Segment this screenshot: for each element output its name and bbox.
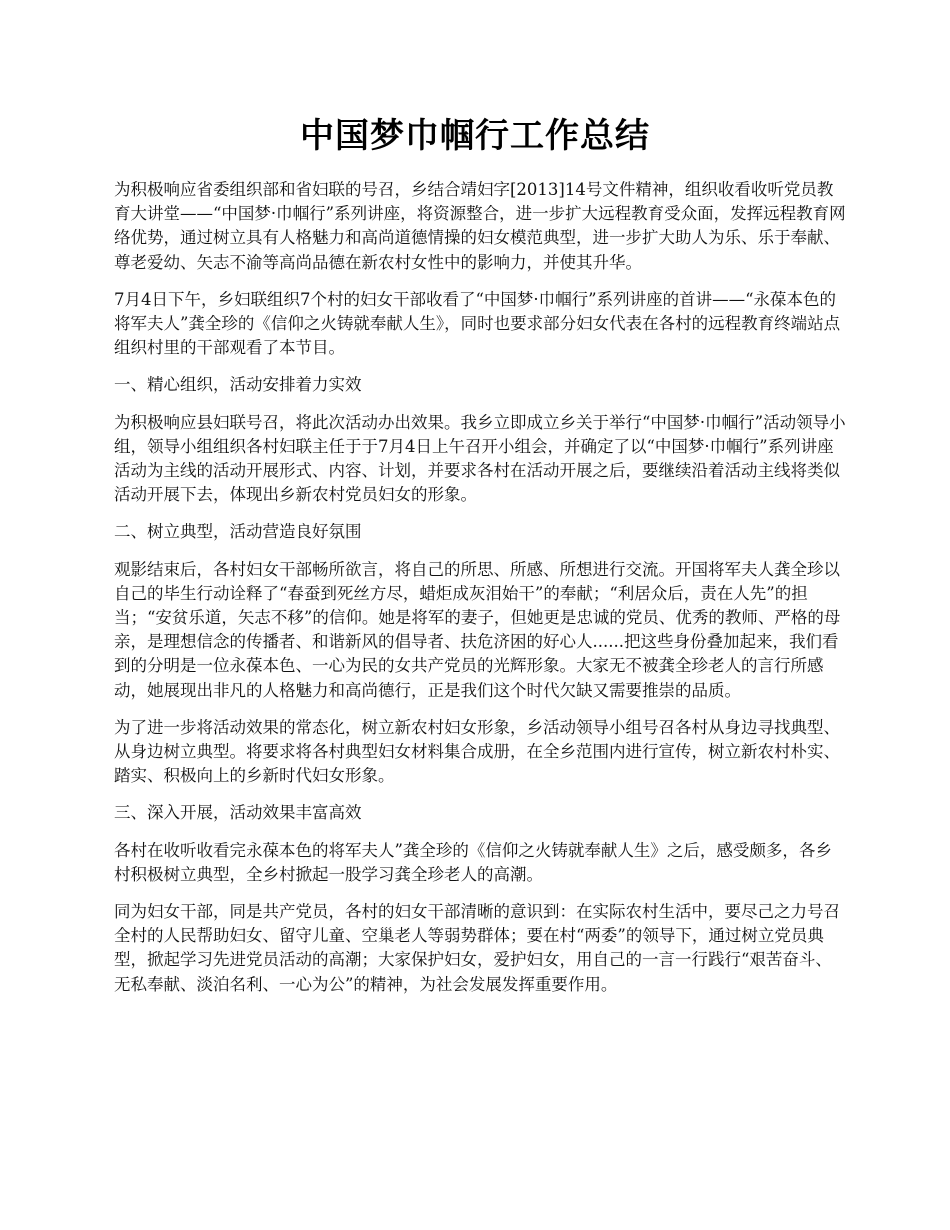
paragraph-section-2a: 观影结束后，各村妇女干部畅所欲言，将自己的所思、所感、所想进行交流。开国将军夫人龚全珍以自己的毕生行动诠释了“春蚕到死丝方尽，蜡炬成灰泪始干”的奉献；“利居众后，责在人先”的担当；“安贫乐道，矢志不移”的信仰。她是将军的妻子，但她更是忠诚的党员、优秀的教师、严格的母亲，是理想信念的传播者、和谐新风的倡导者、扶危济困的好心人......把这些身份叠加起来，我们看到的分明是一位永葆本色、一心为民的女共产党员的光辉形象。大家无不被龚全珍老人的言行所感动，她展现出非凡的人格魅力和高尚德行，正是我们这个时代欠缺又需要推崇的品质。 <box>114 559 841 700</box>
paragraph-intro: 为积极响应省委组织部和省妇联的号召，乡结合靖妇字[2013]14号文件精神，组织收看收听党员教育大讲堂——“中国梦·巾帼行”系列讲座，将资源整合，进一步扩大远程教育受众面，发挥远程教育网络优势，通过树立具有人格魅力和高尚道德情操的妇女模范典型，进一步扩大助人为乐、乐于奉献、尊老爱幼、矢志不渝等高尚品德在新农村女性中的影响力，并使其升华。 <box>114 180 846 272</box>
section-heading-3: 三、深入开展，活动效果丰富高效 <box>114 803 362 823</box>
paragraph-section-1: 为积极响应县妇联号召，将此次活动办出效果。我乡立即成立乡关于举行“中国梦·巾帼行”活动领导小组，领导小组组织各村妇联主任于于7月4日上午召开小组会，并确定了以“中国梦·巾帼行”系列讲座活动为主线的活动开展形式、内容、计划，并要求各村在活动开展之后，要继续沿着活动主线将类似活动开展下去，体现出乡新农村党员妇女的形象。 <box>114 412 846 505</box>
document-body <box>114 178 846 1010</box>
section-heading-1: 一、精心组织，活动安排着力实效 <box>114 375 362 395</box>
paragraph-section-3a: 各村在收听收看完永葆本色的将军夫人”龚全珍的《信仰之火铸就奉献人生》之后，感受颇多，各乡村积极树立典型，全乡村掀起一股学习龚全珍老人的高潮。 <box>114 840 832 884</box>
paragraph-section-3b: 同为妇女干部，同是共产党员，各村的妇女干部清晰的意识到：在实际农村生活中，要尽己之力号召全村的人民帮助妇女、留守儿童、空巢老人等弱势群体；要在村“两委”的领导下，通过树立党员典型，掀起学习先进党员活动的高潮；大家保护妇女，爱护妇女，用自己的一言一行践行“艰苦奋斗、无私奉献、淡泊名利、一心为公”的精神，为社会发展发挥重要作用。 <box>114 902 840 994</box>
document-title: 中国梦巾帼行工作总结 <box>300 116 650 156</box>
paragraph-july-4: 7月4日下午，乡妇联组织7个村的妇女干部收看了“中国梦·巾帼行”系列讲座的首讲——“永葆本色的将军夫人”龚全珍的《信仰之火铸就奉献人生》，同时也要求部分妇女代表在各村的远程教育终端站点组织村里的干部观看了本节目。 <box>114 289 841 358</box>
paragraph-section-2b: 为了进一步将活动效果的常态化，树立新农村妇女形象，乡活动领导小组号召各村从身边寻找典型、从身边树立典型。将要求将各村典型妇女材料集合成册，在全乡范围内进行宣传，树立新农村朴实、踏实、积极向上的乡新时代妇女形象。 <box>114 717 840 786</box>
section-heading-2: 二、树立典型，活动营造良好氛围 <box>114 522 362 542</box>
